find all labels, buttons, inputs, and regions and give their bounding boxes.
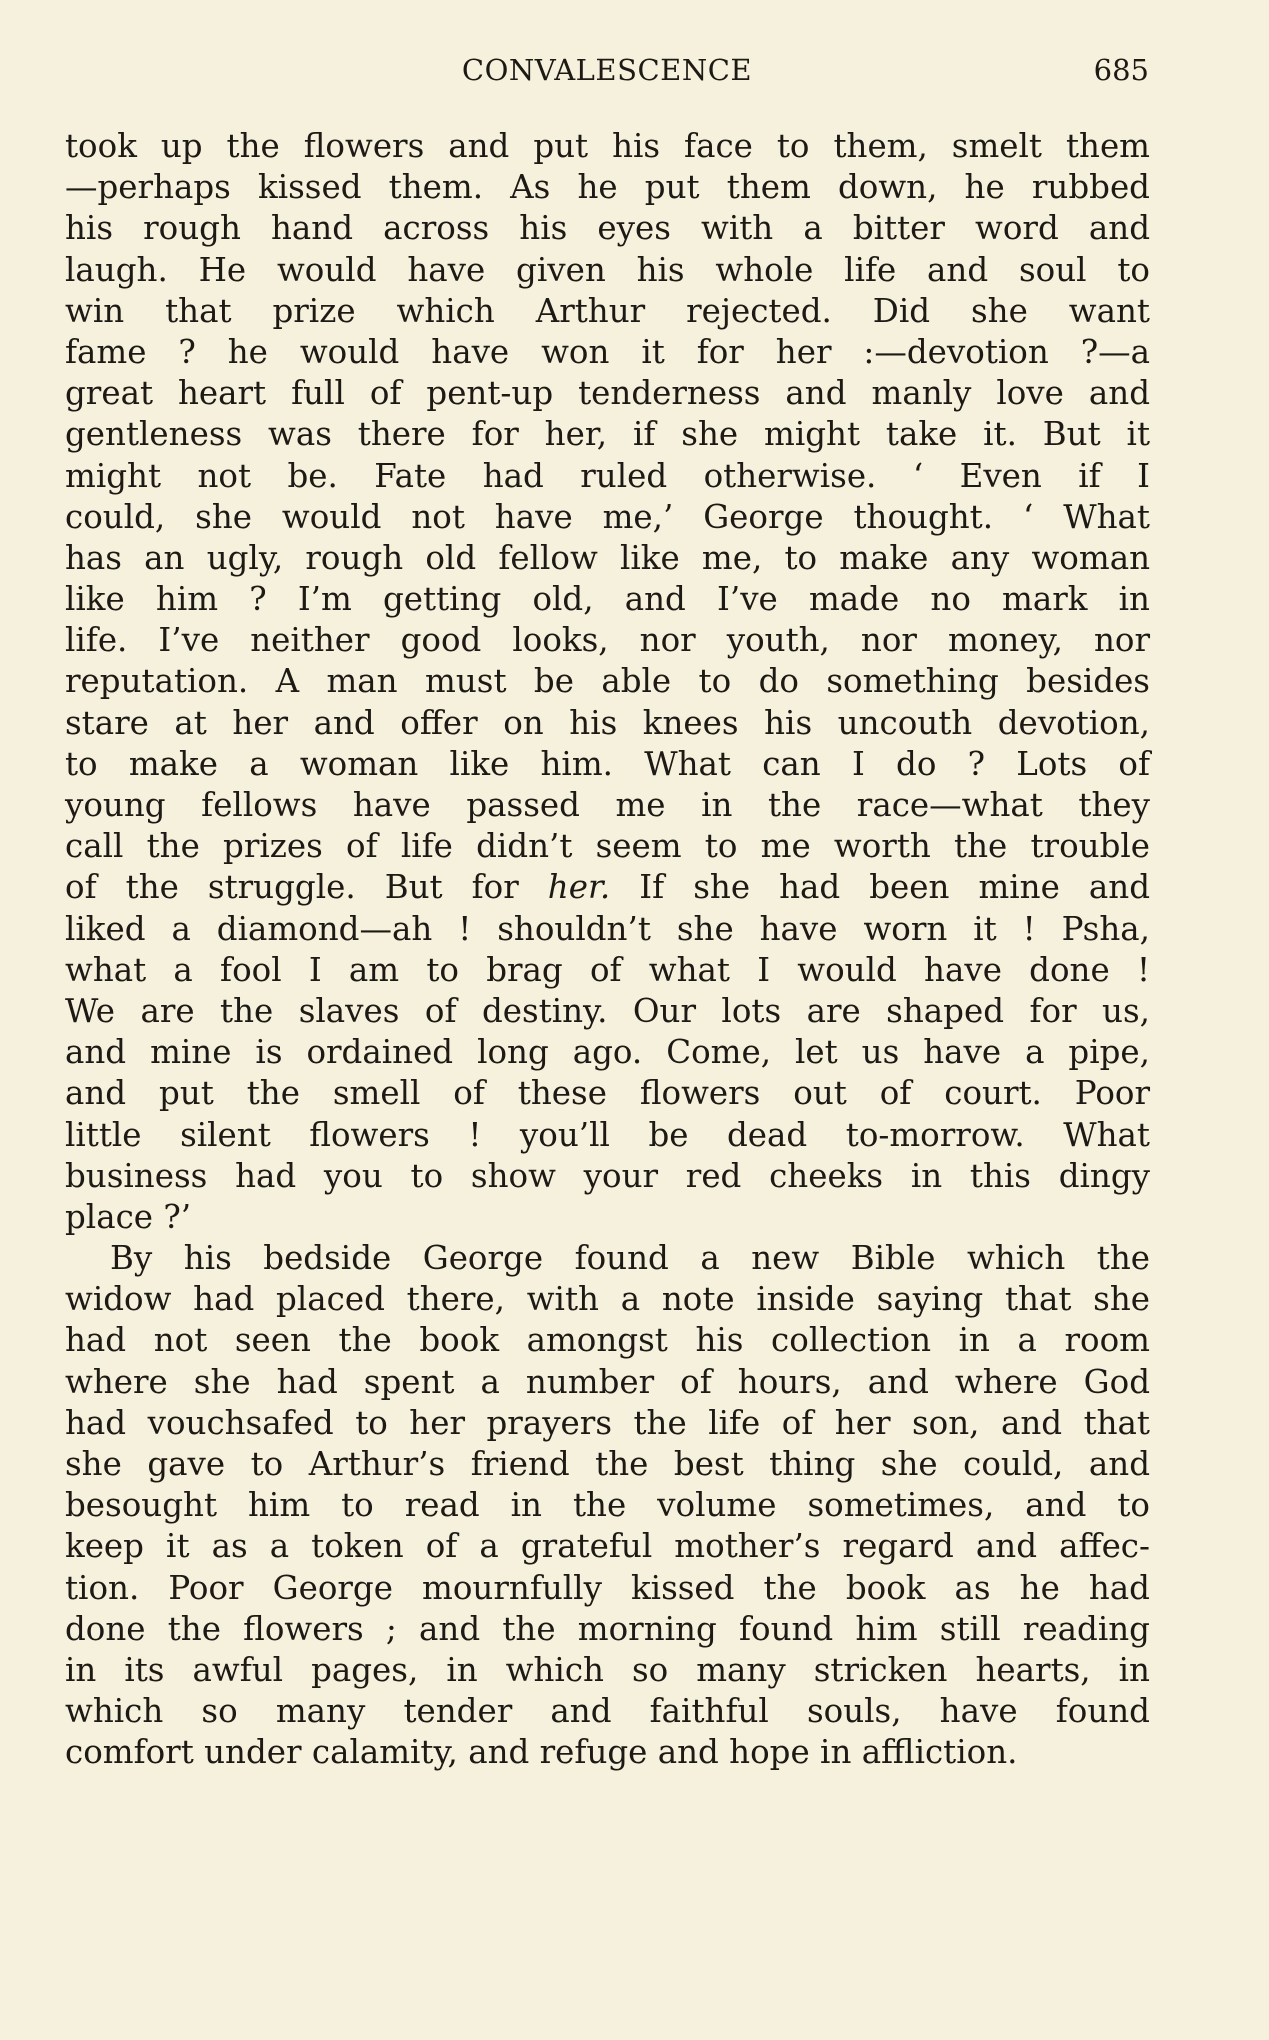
running-head: [65, 50, 1149, 94]
text-line: liked a diamond—ah ! shouldn’t she have worn it ! Psha,: [65, 909, 1150, 948]
text-line: and mine is ordained long ago. Come, let us have a pipe,: [65, 1033, 1150, 1072]
text-line: stare at her and offer on his knees his uncouth devotion,: [65, 703, 1150, 742]
text-line: tion. Poor George mournfully kissed the book as he had: [65, 1568, 1150, 1607]
text-line: —perhaps kissed them. As he put them down, he rubbed: [65, 168, 1150, 207]
text-line: his rough hand across his eyes with a bitter word and: [65, 209, 1150, 248]
text-line: great heart full of pent-up tenderness and manly love and: [65, 374, 1150, 413]
text-line: We are the slaves of destiny. Our lots are shaped for us,: [65, 991, 1150, 1030]
text-line: might not be. Fate had ruled otherwise. ‘ Even if I: [65, 456, 1150, 495]
text-line: little silent flowers ! you’ll be dead to-morrow. What: [65, 1115, 1150, 1154]
text-line: where she had spent a number of hours, and where God: [65, 1362, 1150, 1401]
paragraph-start-line: By his bedside George found a new Bible which the: [110, 1239, 1150, 1278]
text-line: widow had placed there, with a note inside saying that she: [65, 1280, 1150, 1319]
page-number: 685: [1093, 53, 1149, 87]
text-line: gentleness was there for her, if she might take it. But it: [65, 415, 1150, 454]
emphasis-her: her.: [547, 868, 611, 907]
text-line: comfort under calamity, and refuge and hope in affliction.: [65, 1733, 1018, 1772]
text-line: to make a woman like him. What can I do ? Lots of: [65, 744, 1150, 783]
text-line: call the prizes of life didn’t seem to me worth the trouble: [65, 827, 1150, 866]
text-line: life. I’ve neither good looks, nor youth, nor money, nor: [65, 621, 1150, 660]
text-line: and put the smell of these flowers out of court. Poor: [65, 1074, 1150, 1113]
text-line: reputation. A man must be able to do something besides: [65, 662, 1150, 701]
text-line: besought him to read in the volume sometimes, and to: [65, 1486, 1150, 1525]
text-line: keep it as a token of a grateful mother’s regard and affec-: [65, 1527, 1150, 1566]
text-line: of the struggle. But for her. If she had been mine and: [65, 868, 1151, 907]
chapter-title: CONVALESCENCE: [461, 53, 753, 87]
text-line: has an ugly, rough old fellow like me, to make any woman: [65, 538, 1150, 577]
text-line: which so many tender and faithful souls, have found: [65, 1692, 1150, 1731]
text-line: business had you to show your red cheeks in this dingy: [65, 1156, 1150, 1195]
text-line: fame ? he would have won it for her :—devotion ?—a: [65, 332, 1150, 371]
text-line: had vouchsafed to her prayers the life of her son, and that: [65, 1403, 1150, 1442]
body-text: [65, 126, 1150, 1774]
text-line: done the flowers ; and the morning found him still reading: [65, 1609, 1150, 1648]
text-line: took up the flowers and put his face to them, smelt them: [65, 127, 1150, 165]
text-line: win that prize which Arthur rejected. Did she want: [65, 291, 1150, 330]
text-line: she gave to Arthur’s friend the best thing she could, and: [65, 1445, 1150, 1483]
text-line: in its awful pages, in which so many stricken hearts, in: [65, 1650, 1150, 1689]
text-line: like him ? I’m getting old, and I’ve made no mark in: [65, 580, 1150, 619]
text-line: laugh. He would have given his whole life and soul to: [65, 250, 1150, 289]
text-line: could, she would not have me,’ George thought. ‘ What: [65, 497, 1150, 536]
text-line: young fellows have passed me in the race—what they: [65, 786, 1150, 824]
text-line: place ?’: [65, 1197, 192, 1236]
text-line: had not seen the book amongst his collection in a room: [65, 1321, 1150, 1360]
text-line: what a fool I am to brag of what I would have done !: [65, 950, 1150, 989]
